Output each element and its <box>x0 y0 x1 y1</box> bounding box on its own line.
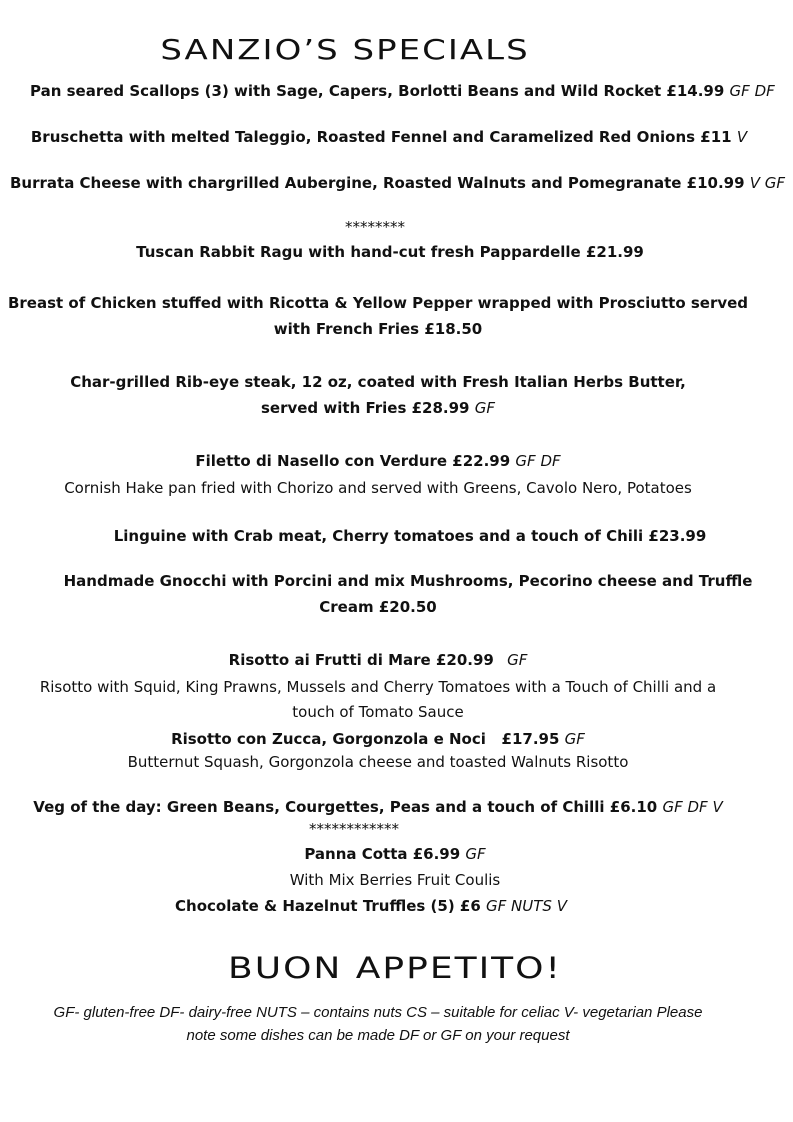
item-chicken-line1: Breast of Chicken stuffed with Ricotta & Yellow Pepper wrapped with Prosciutto served <box>7 294 749 312</box>
item-bruschetta <box>20 128 758 146</box>
item-gnocchi-line2: Cream £20.50 <box>319 598 437 616</box>
item-linguine: Linguine with Crab meat, Cherry tomatoes and a touch of Chili £23.99 <box>113 527 707 545</box>
item-truffles-text: Chocolate & Hazelnut Truffles (5) £6 <box>175 897 481 915</box>
item-risotto-zucca-text: Risotto con Zucca, Gorgonzola e Noci £17.95 <box>171 730 560 748</box>
item-hake-tags: GF DF <box>515 452 561 470</box>
item-risotto-zucca-tags: GF <box>564 730 585 748</box>
closing-title: BUON APPETITO! <box>228 951 562 986</box>
item-bruschetta-text: Bruschetta with melted Taleggio, Roasted Fennel and Caramelized Red Onions £11 <box>30 128 732 146</box>
item-hake-description: Cornish Hake pan fried with Chorizo and served with Greens, Cavolo Nero, Potatoes <box>64 479 692 497</box>
menu-title: SANZIO’S SPECIALS <box>160 33 530 67</box>
item-risotto-mare-description-line2: touch of Tomato Sauce <box>292 703 464 721</box>
divider-stars-2: ************ <box>309 820 399 838</box>
item-ribeye-text: served with Fries £28.99 <box>260 399 470 417</box>
item-burrata-tags: V GF <box>749 174 786 192</box>
divider-stars-1: ******** <box>345 218 405 236</box>
item-panna-cotta-text: Panna Cotta £6.99 <box>304 845 461 863</box>
item-truffles-tags: GF NUTS V <box>486 897 567 915</box>
item-veg-text: Veg of the day: Green Beans, Courgettes, Peas and a touch of Chilli £6.10 <box>33 798 658 816</box>
item-veg-tags: GF DF V <box>662 798 723 816</box>
item-truffles <box>0 897 742 915</box>
item-scallops-text: Pan seared Scallops (3) with Sage, Capers, Borlotti Beans and Wild Rocket £14.99 <box>30 82 725 100</box>
item-panna-cotta-tags: GF <box>465 845 486 863</box>
item-ribeye-line2 <box>0 399 756 417</box>
item-ribeye-tags: GF <box>474 399 495 417</box>
item-rabbit: Tuscan Rabbit Ragu with hand-cut fresh Pappardelle £21.99 <box>136 243 644 261</box>
item-gnocchi-line1: Handmade Gnocchi with Porcini and mix Mushrooms, Pecorino cheese and Truffle <box>63 572 753 590</box>
item-bruschetta-tags: V <box>736 128 748 146</box>
item-veg <box>0 798 756 816</box>
item-panna-cotta <box>0 845 790 863</box>
item-risotto-zucca <box>0 730 756 748</box>
item-chicken-line2: with French Fries £18.50 <box>273 320 483 338</box>
footnote-line1: GF- gluten-free DF- dairy-free NUTS – contains nuts CS – suitable for celiac V- vegetarian Please <box>53 1004 703 1021</box>
item-risotto-mare-tags: GF <box>507 651 528 669</box>
item-hake-text: Filetto di Nasello con Verdure £22.99 <box>195 452 511 470</box>
item-scallops-tags: GF DF <box>729 82 775 100</box>
item-panna-cotta-description: With Mix Berries Fruit Coulis <box>289 871 501 889</box>
item-risotto-mare-text: Risotto ai Frutti di Mare £20.99 <box>228 651 494 669</box>
item-burrata <box>10 174 786 192</box>
item-hake <box>0 452 756 470</box>
footnote-line2: note some dishes can be made DF or GF on your request <box>186 1027 570 1044</box>
item-risotto-zucca-description: Butternut Squash, Gorgonzola cheese and toasted Walnuts Risotto <box>127 753 629 771</box>
item-risotto-mare-description-line1: Risotto with Squid, King Prawns, Mussels and Cherry Tomatoes with a Touch of Chilli and a <box>39 678 717 696</box>
item-burrata-text: Burrata Cheese with chargrilled Aubergine, Roasted Walnuts and Pomegranate £10.99 <box>10 174 745 192</box>
item-scallops <box>30 82 775 100</box>
item-risotto-mare <box>0 651 756 669</box>
item-ribeye-line1: Char-grilled Rib-eye steak, 12 oz, coated with Fresh Italian Herbs Butter, <box>70 373 686 391</box>
